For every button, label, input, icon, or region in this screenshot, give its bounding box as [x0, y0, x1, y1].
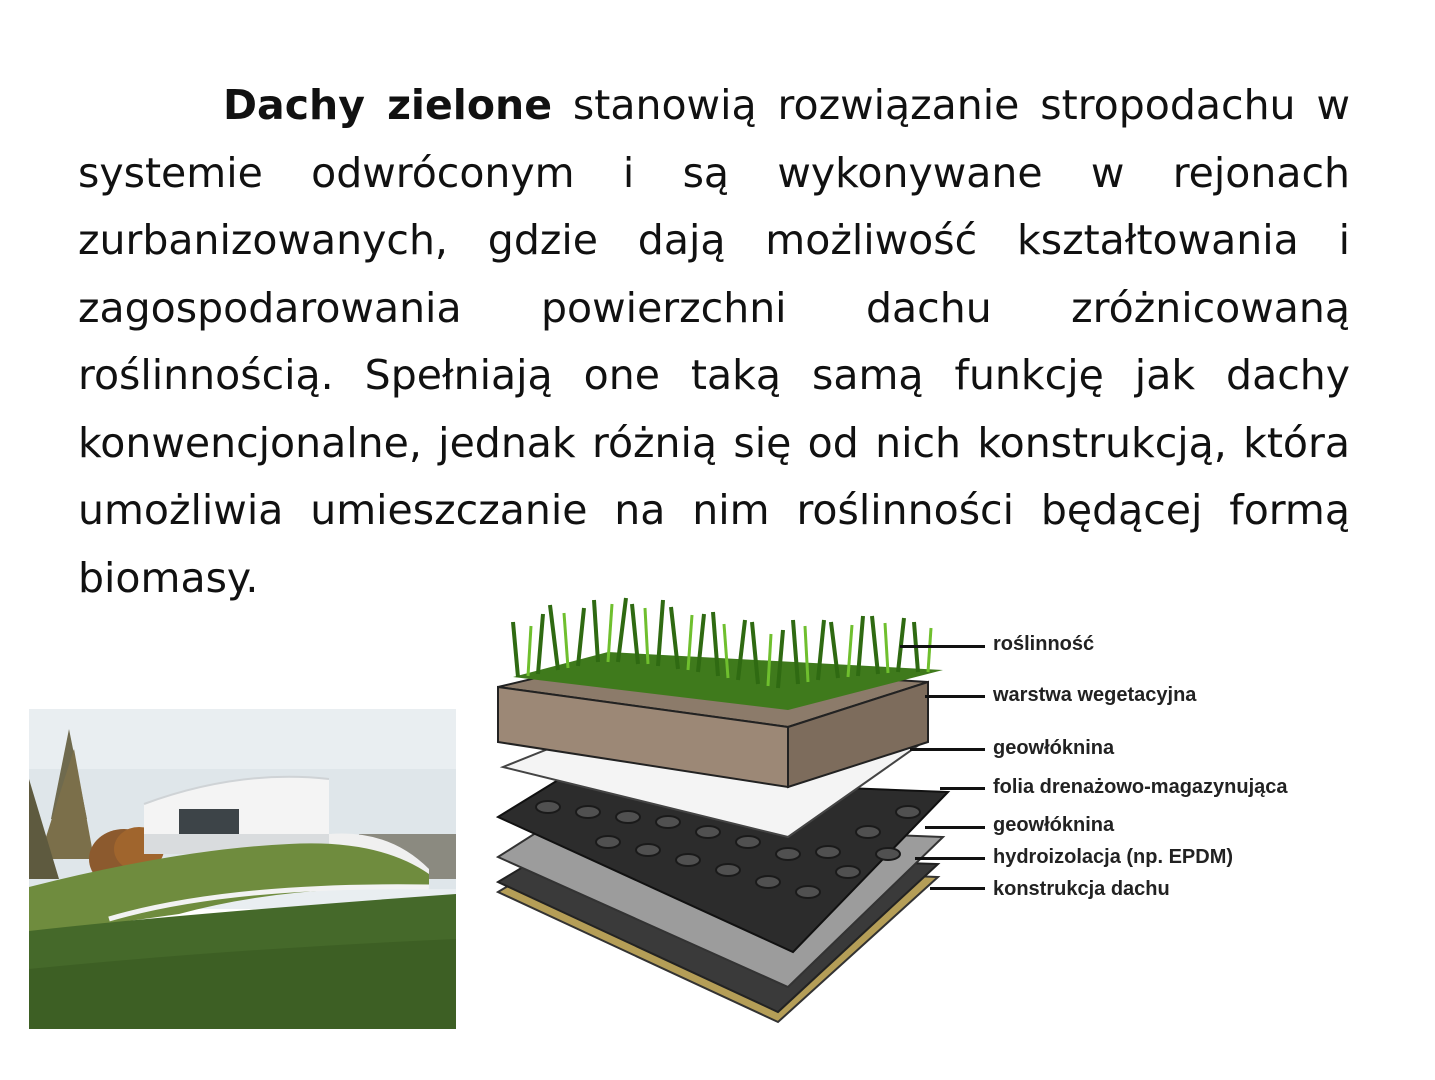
lead-term: Dachy zielone — [223, 81, 553, 129]
layer-label: konstrukcja dachu — [993, 878, 1170, 900]
layer-label: geowłóknina — [993, 737, 1115, 759]
body-text: stanowią rozwiązanie stropodachu w systemie odwróconym i są wykonywane w rejonach zurbanizowanych, gdzie dają możliwość kształtowania i zagospodarowania powierzchni dachu zróżnicowaną roślinnością. Spełniają one taką samą funkcję jak dachy konwencjonalne, jednak różnią się od nich konstrukcją, która umożliwia umieszczanie na nim roślinności będącej formą biomasy. — [78, 81, 1350, 602]
leader-line — [940, 787, 985, 790]
green-roof-layer-diagram — [488, 592, 958, 1032]
layer-label: hydroizolacja (np. EPDM) — [993, 846, 1234, 868]
leader-line — [930, 887, 985, 890]
leader-line — [925, 695, 985, 698]
leader-line — [900, 645, 985, 648]
leader-line — [910, 748, 985, 751]
layer-label: warstwa wegetacyjna — [993, 684, 1197, 706]
layer-label: folia drenażowo-magazynująca — [993, 776, 1288, 798]
body-paragraph — [78, 72, 1350, 612]
layer-label: geowłóknina — [993, 814, 1115, 836]
leader-line — [925, 826, 985, 829]
layer-label: roślinność — [993, 633, 1095, 655]
green-roof-house-photo — [29, 709, 456, 1029]
leader-line — [915, 857, 985, 860]
